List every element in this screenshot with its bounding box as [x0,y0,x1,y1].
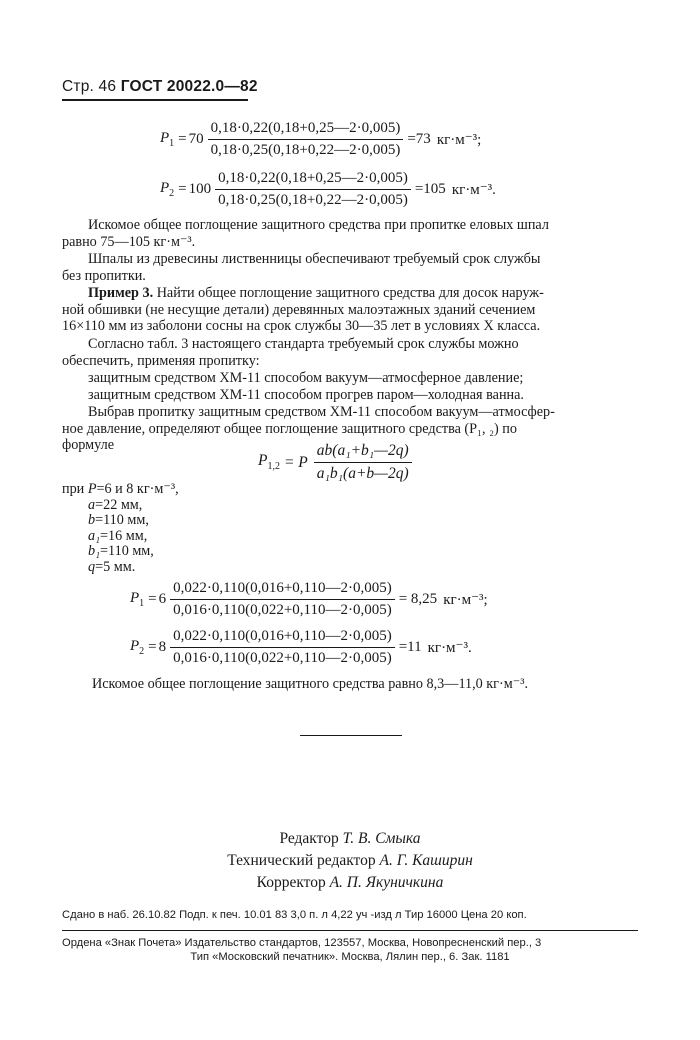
formula-numerator: 0,022·0,110(0,016+0,110—2·0,005) [170,580,395,600]
credits-block [0,828,700,894]
imprint-print-details: Сдано в наб. 26.10.82 Подп. к печ. 10.01 83 3,0 п. л 4,22 уч -изд л Тир 16000 Цена 20 коп. [62,909,527,921]
formula-lhs: $P_{1,2}$ [258,452,280,473]
formula-denominator: 0,016·0,110(0,022+0,110—2·0,005) [173,650,392,666]
formula-denominator: 0,016·0,110(0,022+0,110—2·0,005) [173,602,392,618]
formula-p2-boards [130,628,472,667]
formula-equals: = [148,591,157,607]
formula-p1-spruce [160,120,481,159]
formula-coefficient: 100 [188,181,212,197]
parameter-row: b₁=110 мм, [88,543,154,560]
credit-technical-editor: Технический редактор А. Г. Каширин [227,852,473,869]
parameter-row: a=22 мм, [88,496,143,513]
parameter-list [62,482,179,576]
paragraph-line: формуле [62,437,114,454]
formula-numerator: 0,022·0,110(0,016+0,110—2·0,005) [170,628,395,648]
formula-equals: = [148,639,157,655]
formula-p1-boards [130,580,488,619]
formula-unit: кг·м⁻³. [451,182,496,198]
imprint-rule [62,930,638,931]
formula-result: =105 [414,181,446,197]
list-item-text: защитным средством ХМ-11 способом прогрев паром—холодная ванна. [88,386,524,403]
paragraph-line: 16×110 мм из заболони сосны на срок службы 30—35 лет в условиях X класса. [62,318,541,335]
parameter-row: при P=6 и 8 кг·м⁻³, [62,481,179,497]
formula-equals: = P [283,453,308,471]
formula-fraction [314,442,412,483]
formula-fraction [170,580,395,619]
formula-lhs: $P_2$ [160,180,175,199]
formula-coefficient: 6 [158,591,167,607]
formula-coefficient: 70 [188,131,204,147]
formula-lhs: $P_2$ [130,638,145,657]
parameter-row: q=5 мм. [88,558,136,575]
paragraph-line: Искомое общее поглощение защитного средства равно 8,3—11,0 кг·м⁻³. [92,676,528,692]
formula-fraction [170,628,395,667]
formula-numerator: 0,18·0,22(0,18+0,25—2·0,005) [208,120,404,140]
formula-denominator: a₁b₁(a+b—2q) [316,465,409,482]
credit-proofreader: Корректор А. П. Якуничкина [256,874,444,891]
paragraph-line: Согласно табл. 3 настоящего стандарта требуемый срок службы можно [88,336,519,352]
formula-result: =73 [407,131,431,147]
standard-code: ГОСТ 20022.0—82 [120,78,258,95]
page-number: Стр. 46 [62,78,117,95]
page-header [62,78,258,96]
paragraph-line: Выбрав пропитку защитным средством ХМ-11 способом вакуум—атмосфер- [88,404,555,420]
list-item [62,387,638,404]
paragraph-boards-result [62,676,638,693]
credit-editor: Редактор Т. В. Смыка [279,830,421,847]
formula-result: =11 [398,639,422,655]
impregnation-options-list [62,370,638,403]
formula-general [258,442,412,483]
paragraph-line: Шпалы из древесины лиственницы обеспечивают требуемый срок службы [88,251,541,267]
formula-denominator: 0,18·0,25(0,18+0,22—2·0,005) [210,142,401,158]
paragraph-spruce-result [62,217,638,250]
formula-result: = 8,25 [398,591,438,607]
formula-lhs: $P_1$ [160,130,175,149]
parameter-row: b=110 мм, [88,512,149,529]
paragraph-line: без пропитки. [62,267,146,284]
example-lead: Пример 3. [88,285,154,301]
section-divider [300,735,402,736]
formula-fraction [208,120,404,159]
imprint-publisher: Ордена «Знак Почета» Издательство стандартов, 123557, Москва, Новопресненский пер., 3 [62,937,542,949]
paragraph-line: равно 75—105 кг·м⁻³. [62,233,196,250]
formula-lhs: $P_1$ [130,590,145,609]
list-item [62,370,638,387]
paragraph-table-reference [62,336,638,369]
formula-coefficient: 8 [158,639,167,655]
formula-unit: кг·м⁻³; [443,592,488,608]
formula-fraction [215,170,411,209]
header-rule [62,99,248,101]
imprint-printer: Тип «Московский печатник». Москва, Лялин пер., 6. Зак. 1181 [190,951,510,963]
formula-equals: = [178,131,187,147]
paragraph-larch [62,251,638,284]
paragraph-line: ное давление, определяют общее поглощение защитного средства (P₁, ₂) по [62,420,517,437]
paragraph-line: Искомое общее поглощение защитного средства при пропитке еловых шпал [88,217,549,233]
paragraph-line: Найти общее поглощение защитного средства для досок наруж- [153,285,544,301]
list-item-text: защитным средством ХМ-11 способом вакуум—атмосферное давление; [88,370,524,386]
formula-p2-spruce [160,170,496,209]
formula-numerator: 0,18·0,22(0,18+0,25—2·0,005) [215,170,411,190]
paragraph-example-3 [62,285,638,335]
formula-equals: = [178,181,187,197]
formula-denominator: 0,18·0,25(0,18+0,22—2·0,005) [218,192,408,208]
formula-unit: кг·м⁻³; [436,132,482,148]
paragraph-line: ной обшивки (не несущие детали) деревянных малоэтажных зданий сечением [62,301,536,318]
formula-unit: кг·м⁻³. [427,640,472,656]
parameter-row: a₁=16 мм, [88,527,148,544]
paragraph-line: обеспечить, применяя пропитку: [62,352,260,369]
formula-numerator: ab(a₁+b₁—2q) [314,442,412,463]
